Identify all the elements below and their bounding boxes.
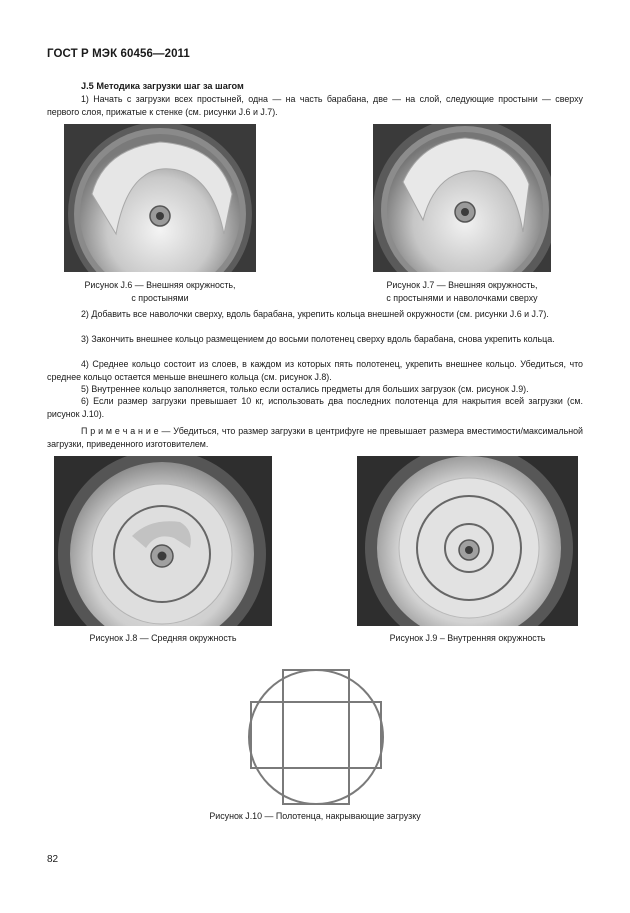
figure-j6-caption-line2: с простынями [131, 292, 189, 303]
step-4-paragraph: 4) Среднее кольцо состоит из слоев, в каждом из которых пять полотенец, укрепить внешнее кольцо. Убедиться, что среднее кольцо остается меньше внешнего кольца (см. рисунок J.8). [47, 359, 583, 382]
document-header: ГОСТ Р МЭК 60456—2011 [47, 48, 190, 60]
figure-j10-caption: Рисунок J.10 — Полотенца, накрывающие загрузку [209, 811, 421, 821]
figure-j9-caption: Рисунок J.9 – Внутренняя окружность [389, 633, 546, 643]
towel-vertical [283, 670, 349, 804]
figure-j7-caption-line2: с простынями и наволочками сверху [386, 292, 538, 303]
note-text: — Убедиться, что размер загрузки в центрифуге не превышает размера вместимости/максимальной загрузки, приведенного изготовителем. [47, 426, 583, 449]
figure-j8-photo [54, 456, 272, 626]
figure-j6-caption [60, 279, 260, 304]
figure-j8-caption: Рисунок J.8 — Средняя окружность [89, 633, 237, 643]
figure-j6-photo [64, 124, 256, 272]
figure-j10-diagram [247, 668, 385, 806]
step-5-paragraph: 5) Внутреннее кольцо заполняется, только если остались предметы для больших загрузок (см. рисунок J.9). [81, 384, 529, 394]
step-1-paragraph: 1) Начать с загрузки всех простыней, одна — на часть барабана, две — на слой, следующие простыни — сверху первого слоя, прижатые к стенке (см. рисунки J.6 и J.7). [47, 94, 583, 117]
note-paragraph [47, 425, 583, 450]
towel-horizontal [251, 702, 381, 768]
section-title: J.5 Методика загрузки шаг за шагом [81, 81, 244, 91]
page-number: 82 [47, 854, 59, 865]
drum-circle [249, 670, 383, 804]
figure-j7-caption-line1: Рисунок J.7 — Внешняя окружность, [386, 280, 538, 290]
figure-j6-caption-line1: Рисунок J.6 — Внешняя окружность, [84, 280, 236, 290]
figure-j7-photo [373, 124, 551, 272]
figure-j9-photo [357, 456, 578, 626]
note-label: П р и м е ч а н и е [81, 426, 159, 436]
figure-j7-caption [362, 279, 562, 304]
step-3-paragraph: 3) Закончить внешнее кольцо размещением до восьми полотенец сверху вдоль барабана, снова укрепить кольца. [81, 334, 555, 344]
step-6-paragraph: 6) Если размер загрузки превышает 10 кг, использовать два последних полотенца для накрытия всей загрузки (см. рисунок J.10). [47, 396, 583, 419]
step-2-paragraph: 2) Добавить все наволочки сверху, вдоль барабана, укрепить кольца внешней окружности (см. рисунки J.6 и J.7). [81, 309, 549, 319]
